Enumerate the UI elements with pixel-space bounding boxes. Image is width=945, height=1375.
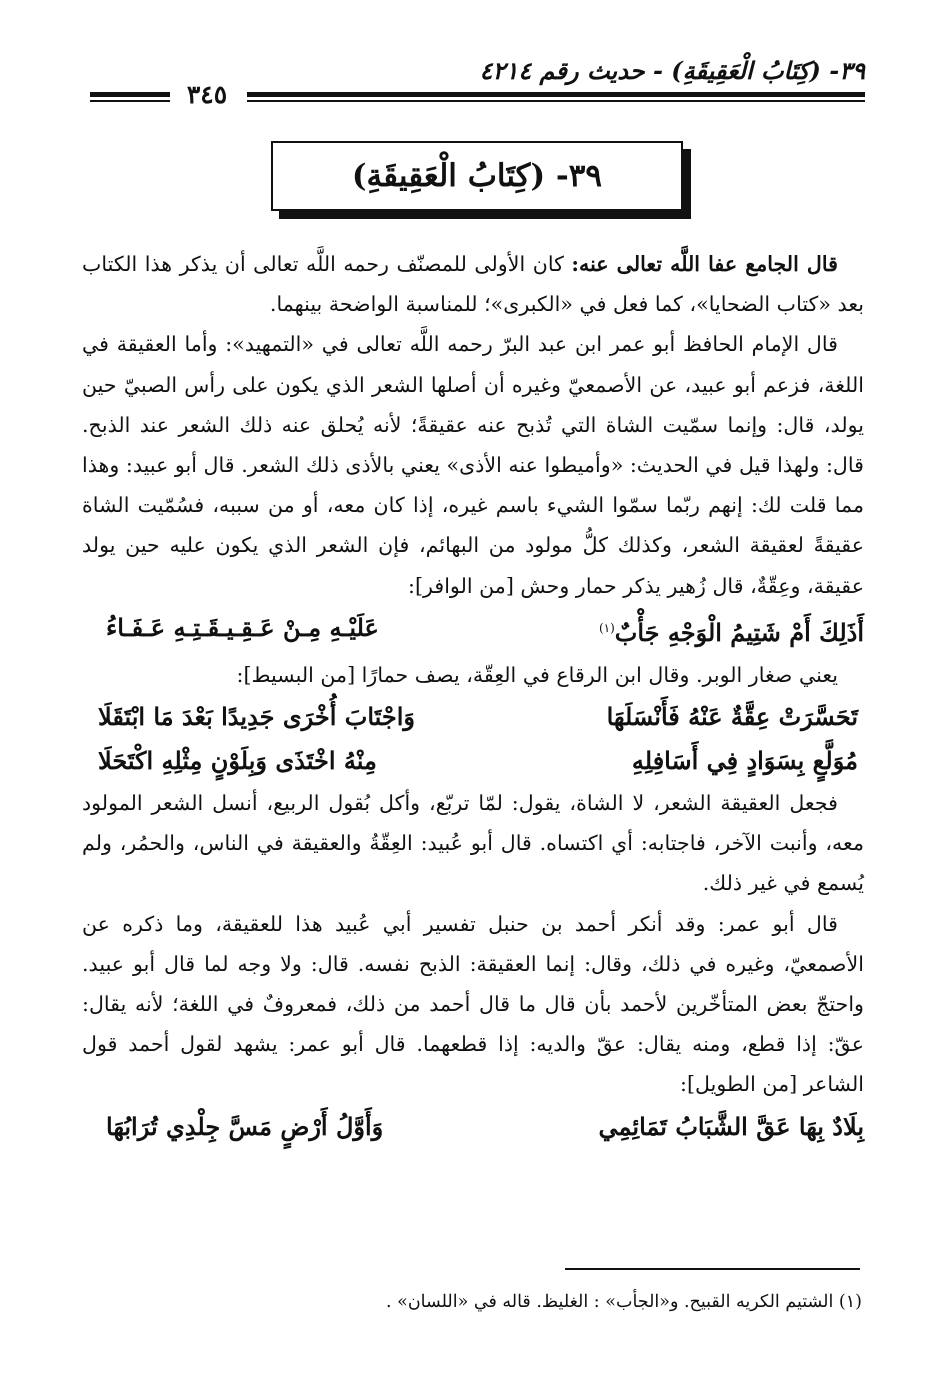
verse-1-first-text: أَذَلِكَ أَمْ شَتِيمُ الْوَجْهِ جَأْبٌ: [614, 617, 864, 647]
verse-1-first-hemistich: [599, 606, 864, 655]
footnote: (١) الشتيم الكريه القبيح. و«الجأب» : الغليظ. قاله في «اللسان» .: [385, 1292, 862, 1312]
verse-2: [82, 695, 864, 739]
header-rule-thin: [247, 100, 865, 102]
paragraph-3: يعني صغار الوبر. وقال ابن الرقاع في العِقّة، يصف حمارًا [من البسيط]:: [236, 662, 838, 687]
main-text: [82, 244, 864, 1149]
header-rule-thick: [247, 92, 865, 97]
verse-3-second-hemistich: مِنْهُ اخْتَذَى وَبِلَوْنٍ مِثْلِهِ اكْتَحَلَا: [98, 746, 377, 776]
footnote-rule: [565, 1268, 860, 1270]
footnote-marker: (١): [598, 620, 615, 635]
page-number-rule-thick: [90, 92, 170, 97]
verse-4-first-hemistich: بِلَادٌ بِهَا عَقَّ الشَّبَابُ تَمَائِمِي: [598, 1111, 864, 1141]
paragraph-4: فجعل العقيقة الشعر، لا الشاة، يقول: لمّا تربّع، وأكل بُقول الربيع، أنسل الشعر المولود معه، وأنبت الآخر، فاجتابه: أي اكتساه. قال أبو عُبيد: العِقّةُ والعقيقة في الناس، والحمُر، ولم يُسمع في غير ذلك.: [82, 791, 864, 896]
page-number-rule-thin: [90, 100, 170, 102]
verse-1-second-hemistich: عَلَيْـهِ مِـنْ عَـقِـيـقَـتِـهِ عَـفَـاءُ: [106, 612, 379, 642]
paragraph-2: قال الإمام الحافظ أبو عمر ابن عبد البرّ رحمه اللَّه تعالى في «التمهيد»: وأما العقيقة في اللغة، فزعم أبو عبيد، عن الأصمعيّ وغيره أن أصلها الشعر الذي يكون على رأس الصبيّ حين يولد، قال: وإنما سمّيت الشاة التي تُذبح عنه عقيقةً؛ لأنه يُحلق عنه ذلك الشعر عند الذبح. قال: ولهذا قيل في الحديث: «وأميطوا عنه الأذى» يعني بالأذى ذلك الشعر. قال أبو عبيد: وهذا مما قلت لك: إنهم ربّما سمّوا الشيء باسم غيره، إذا كان معه، أو من سببه، فسُمّيت الشاة عقيقةً لعقيقة الشعر، وكذلك كلُّ مولود من البهائم، فإن الشعر الذي يكون عليه حين يولد عقيقة، وعِقّةٌ، قال زُهير يذكر حمار وحش [من الوافر]:: [82, 332, 864, 598]
paragraph-1-text: كان الأولى للمصنّف رحمه اللَّه تعالى أن يذكر هذا الكتاب بعد «كتاب الضحايا»، كما فعل في «الكبرى»؛ للمناسبة الواضحة بينهما.: [82, 252, 864, 317]
verse-3: [82, 739, 864, 783]
paragraph-1-lead: قال الجامع عفا اللَّه تعالى عنه:: [571, 252, 838, 276]
verse-2-first-hemistich: تَحَسَّرَتْ عِقَّةٌ عَنْهُ فَأَنْسَلَهَا: [606, 702, 858, 732]
verse-4: [82, 1105, 864, 1149]
verse-2-second-hemistich: وَاجْتَابَ أُخْرَى جَدِيدًا بَعْدَ مَا ابْتَقَلَا: [98, 702, 416, 732]
running-title: ٣٩- (كِتَابُ الْعَقِيقَةِ) - حديث رقم ٤٢١٤: [479, 56, 865, 85]
paragraph-5: قال أبو عمر: وقد أنكر أحمد بن حنبل تفسير أبي عُبيد هذا للعقيقة، وما ذكره عن الأصمعيّ، وغيره في ذلك، وقال: إنما العقيقة: الذبح نفسه. قال: ولا وجه لما قال أبو عبيد. واحتجّ بعض المتأخّرين لأحمد بأن قال ما قال أحمد من ذلك، فمعروفٌ في اللغة؛ لأنه يقال: عقّ: إذا قطع، ومنه يقال: عقّ والديه: إذا قطعهما. قال أبو عمر: يشهد لقول أحمد قول الشاعر [من الطويل]:: [82, 911, 864, 1097]
verse-3-first-hemistich: مُوَلَّعٍ بِسَوَادٍ فِي أَسَافِلِهِ: [631, 746, 858, 776]
chapter-title-box: [271, 141, 683, 211]
paragraph-1: [82, 244, 864, 324]
verse-1: [82, 606, 864, 655]
page-number: ٣٤٥: [186, 80, 228, 109]
verse-4-second-hemistich: وَأَوَّلُ أَرْضٍ مَسَّ جِلْدِي تُرَابُهَا: [106, 1111, 384, 1141]
chapter-title: ٣٩- (كِتَابُ الْعَقِيقَةِ): [351, 158, 603, 194]
